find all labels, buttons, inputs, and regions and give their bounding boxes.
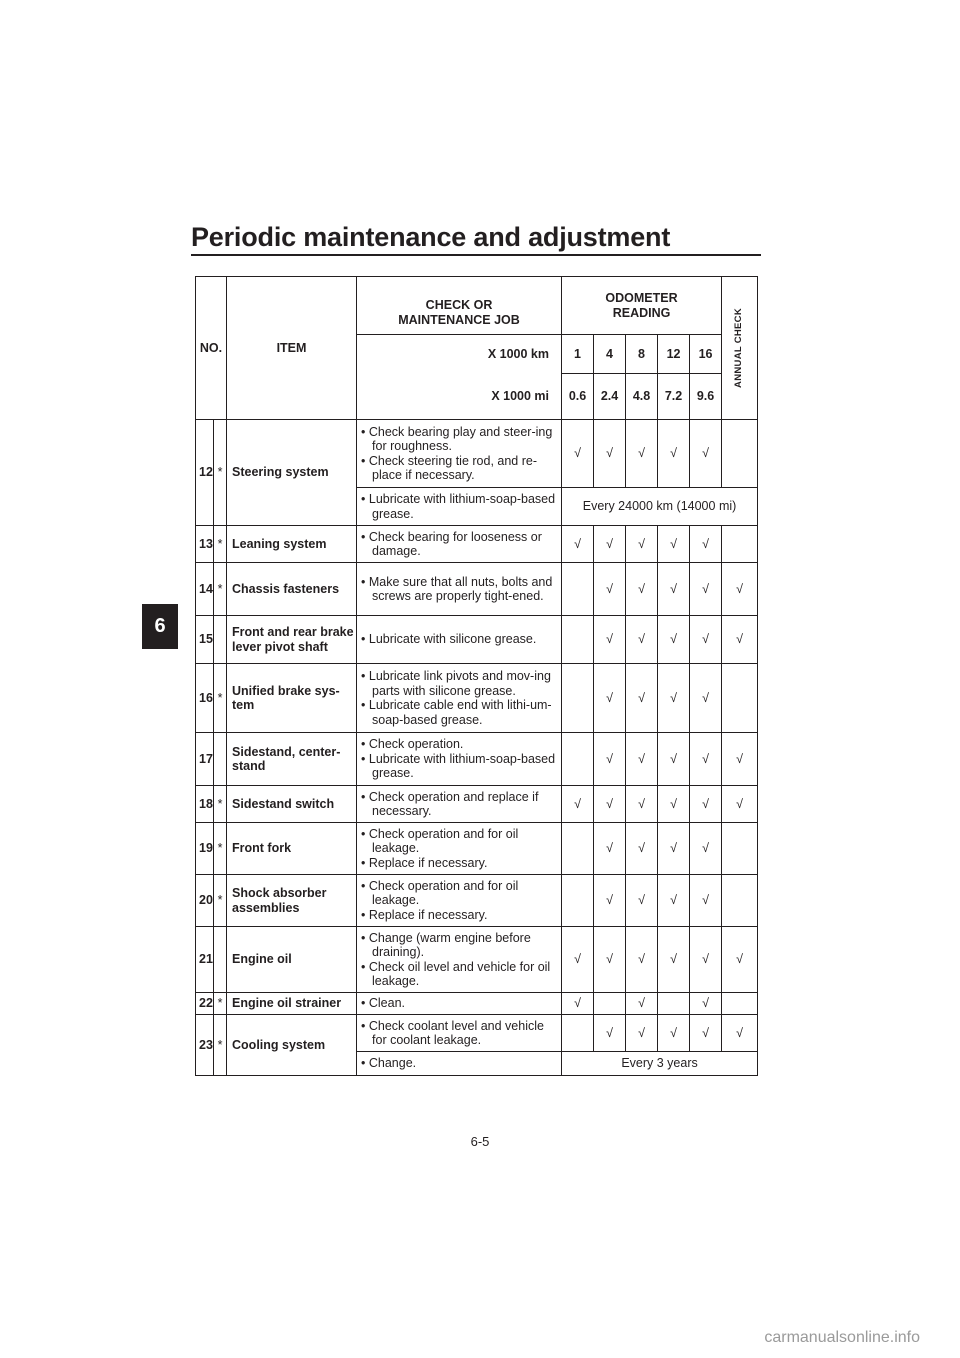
check-mark: √ [690, 420, 722, 488]
job-bullet: • Check operation and for oil leakage. [361, 826, 519, 856]
item-cell: Unified brake sys-tem [227, 664, 357, 733]
table-row [196, 823, 758, 875]
check-mark: √ [690, 616, 722, 664]
check-mark: √ [690, 563, 722, 616]
row-number: 16 [196, 664, 214, 733]
mi-label: X 1000 mi [357, 374, 562, 420]
km-1: 1 [562, 335, 594, 374]
job-bullet: • Lubricate cable end with lithi-um-soap-based grease. [361, 698, 552, 727]
job-cell [357, 616, 562, 664]
job-cell [357, 526, 562, 563]
empty-cell [722, 526, 758, 563]
check-mark: √ [690, 664, 722, 733]
check-mark: √ [626, 927, 658, 993]
item-cell: Steering system [227, 420, 357, 526]
check-mark: √ [626, 563, 658, 616]
check-mark: √ [594, 927, 626, 993]
check-mark: √ [690, 927, 722, 993]
interval-cell: Every 24000 km (14000 mi) [562, 488, 758, 526]
check-mark: √ [658, 1015, 690, 1052]
row-number: 23 [196, 1015, 214, 1076]
empty-cell [562, 563, 594, 616]
dealer-asterisk: * [214, 993, 227, 1015]
check-mark: √ [690, 526, 722, 563]
job-bullet: • Change. [361, 1056, 417, 1071]
check-mark: √ [626, 616, 658, 664]
watermark: carmanualsonline.info [764, 1329, 920, 1346]
km-label: X 1000 km [357, 335, 562, 374]
annual-check-label: ANNUAL CHECK [733, 308, 745, 388]
row-number: 13 [196, 526, 214, 563]
dealer-asterisk: * [214, 875, 227, 927]
empty-cell [722, 823, 758, 875]
job-cell [357, 488, 562, 526]
check-mark: √ [658, 875, 690, 927]
check-mark: √ [562, 927, 594, 993]
check-mark: √ [562, 993, 594, 1015]
row-number: 20 [196, 875, 214, 927]
check-mark: √ [690, 993, 722, 1015]
check-mark: √ [722, 1015, 758, 1052]
job-cell [357, 875, 562, 927]
check-mark: √ [626, 993, 658, 1015]
check-mark: √ [594, 786, 626, 823]
check-mark: √ [690, 1015, 722, 1052]
check-mark: √ [626, 664, 658, 733]
title-rule [191, 254, 761, 256]
empty-cell [562, 875, 594, 927]
check-mark: √ [594, 823, 626, 875]
mi-9-6: 9.6 [690, 374, 722, 420]
check-mark: √ [594, 526, 626, 563]
job-bullet: • Lubricate with lithium-soap-based grease. [361, 751, 556, 781]
table-row [196, 786, 758, 823]
empty-cell [562, 1015, 594, 1052]
empty-cell [722, 420, 758, 488]
check-mark: √ [626, 823, 658, 875]
job-cell [357, 786, 562, 823]
row-number: 19 [196, 823, 214, 875]
check-mark: √ [658, 616, 690, 664]
empty-cell [722, 993, 758, 1015]
empty-cell [562, 733, 594, 786]
empty-cell [658, 993, 690, 1015]
job-bullet: • Replace if necessary. [361, 855, 488, 870]
check-mark: √ [626, 875, 658, 927]
table-row [196, 733, 758, 786]
check-mark: √ [658, 420, 690, 488]
check-mark: √ [658, 823, 690, 875]
job-bullet: • Check bearing play and steer-ing for roughness. [361, 424, 553, 453]
dealer-asterisk: * [214, 1015, 227, 1076]
km-8: 8 [626, 335, 658, 374]
job-cell [357, 927, 562, 993]
check-mark: √ [722, 927, 758, 993]
item-cell: Engine oil strainer [227, 993, 357, 1015]
job-cell [357, 733, 562, 786]
item-cell: Leaning system [227, 526, 357, 563]
table-row [196, 1015, 758, 1052]
empty-cell [562, 616, 594, 664]
dealer-asterisk: * [214, 526, 227, 563]
row-number: 14 [196, 563, 214, 616]
table-row [196, 875, 758, 927]
check-mark: √ [658, 733, 690, 786]
job-bullet: • Check operation and for oil leakage. [361, 878, 519, 908]
dealer-asterisk: * [214, 563, 227, 616]
dealer-asterisk: * [214, 786, 227, 823]
dealer-asterisk: * [214, 420, 227, 526]
item-cell: Chassis fasteners [227, 563, 357, 616]
job-bullet: • Change (warm engine before draining). [361, 930, 531, 959]
dealer-asterisk [214, 616, 227, 664]
check-mark: √ [562, 786, 594, 823]
job-cell [357, 823, 562, 875]
check-mark: √ [690, 875, 722, 927]
header-annual-check [722, 277, 758, 420]
dealer-asterisk [214, 927, 227, 993]
page-title: Periodic maintenance and adjustment [191, 222, 671, 252]
job-bullet: • Check steering tie rod, and re-place if necessary. [361, 453, 538, 482]
job-bullet: • Check coolant level and vehicle for coolant leakage. [361, 1018, 544, 1047]
check-mark: √ [722, 616, 758, 664]
check-mark: √ [690, 733, 722, 786]
job-bullet: • Check oil level and vehicle for oil leakage. [361, 959, 551, 988]
check-mark: √ [594, 1015, 626, 1052]
header-job: CHECK OR MAINTENANCE JOB [357, 277, 562, 335]
job-bullet: • Clean. [361, 996, 405, 1011]
check-mark: √ [562, 420, 594, 488]
maintenance-table [195, 276, 758, 1076]
mi-0-6: 0.6 [562, 374, 594, 420]
table-row [196, 526, 758, 563]
mi-7-2: 7.2 [658, 374, 690, 420]
table-row [196, 616, 758, 664]
empty-cell [722, 875, 758, 927]
empty-cell [722, 664, 758, 733]
header-row-1 [196, 277, 758, 335]
row-number: 22 [196, 993, 214, 1015]
header-no: NO. [196, 277, 227, 420]
interval-cell: Every 3 years [562, 1052, 758, 1076]
check-mark: √ [722, 786, 758, 823]
check-mark: √ [658, 786, 690, 823]
job-bullet: • Check operation and replace if necessary. [361, 789, 539, 818]
km-12: 12 [658, 335, 690, 374]
check-mark: √ [594, 875, 626, 927]
job-cell [357, 993, 562, 1015]
check-mark: √ [594, 664, 626, 733]
job-bullet: • Check operation. [361, 737, 464, 752]
job-bullet: • Lubricate link pivots and mov-ing parts with silicone grease. [361, 669, 551, 698]
empty-cell [594, 993, 626, 1015]
check-mark: √ [690, 786, 722, 823]
item-cell: Shock absorber assemblies [227, 875, 357, 927]
check-mark: √ [626, 420, 658, 488]
item-cell: Cooling system [227, 1015, 357, 1076]
check-mark: √ [594, 563, 626, 616]
item-cell: Engine oil [227, 927, 357, 993]
mi-2-4: 2.4 [594, 374, 626, 420]
check-mark: √ [594, 733, 626, 786]
job-bullet: • Replace if necessary. [361, 907, 488, 922]
check-mark: √ [562, 526, 594, 563]
table-row [196, 927, 758, 993]
item-cell: Front and rear brake lever pivot shaft [227, 616, 357, 664]
job-bullet: • Lubricate with lithium-soap-based grease. [361, 492, 556, 521]
job-bullet: • Lubricate with silicone grease. [361, 632, 537, 647]
check-mark: √ [658, 927, 690, 993]
item-cell: Sidestand, center-stand [227, 733, 357, 786]
mi-4-8: 4.8 [626, 374, 658, 420]
job-bullet: • Make sure that all nuts, bolts and screws are properly tight-ened. [361, 574, 553, 603]
table-row [196, 420, 758, 488]
page-number: 6-5 [470, 1134, 490, 1149]
dealer-asterisk: * [214, 823, 227, 875]
row-number: 15 [196, 616, 214, 664]
table-row [196, 993, 758, 1015]
header-item: ITEM [227, 277, 357, 420]
check-mark: √ [658, 526, 690, 563]
km-4: 4 [594, 335, 626, 374]
item-cell: Sidestand switch [227, 786, 357, 823]
km-16: 16 [690, 335, 722, 374]
row-number: 21 [196, 927, 214, 993]
check-mark: √ [722, 733, 758, 786]
job-cell [357, 1015, 562, 1052]
row-number: 18 [196, 786, 214, 823]
check-mark: √ [722, 563, 758, 616]
check-mark: √ [626, 786, 658, 823]
empty-cell [562, 823, 594, 875]
check-mark: √ [594, 616, 626, 664]
row-number: 17 [196, 733, 214, 786]
table-row [196, 563, 758, 616]
empty-cell [562, 664, 594, 733]
item-cell: Front fork [227, 823, 357, 875]
row-number: 12 [196, 420, 214, 526]
dealer-asterisk: * [214, 664, 227, 733]
check-mark: √ [626, 526, 658, 563]
job-cell [357, 664, 562, 733]
chapter-tab: 6 [142, 604, 178, 649]
job-bullet: • Check bearing for looseness or damage. [361, 529, 542, 558]
table-row [196, 664, 758, 733]
job-cell [357, 420, 562, 488]
check-mark: √ [626, 1015, 658, 1052]
check-mark: √ [626, 733, 658, 786]
check-mark: √ [658, 563, 690, 616]
job-cell [357, 1052, 562, 1076]
dealer-asterisk [214, 733, 227, 786]
job-cell [357, 563, 562, 616]
check-mark: √ [658, 664, 690, 733]
check-mark: √ [594, 420, 626, 488]
header-odometer: ODOMETER READING [562, 277, 722, 335]
check-mark: √ [690, 823, 722, 875]
